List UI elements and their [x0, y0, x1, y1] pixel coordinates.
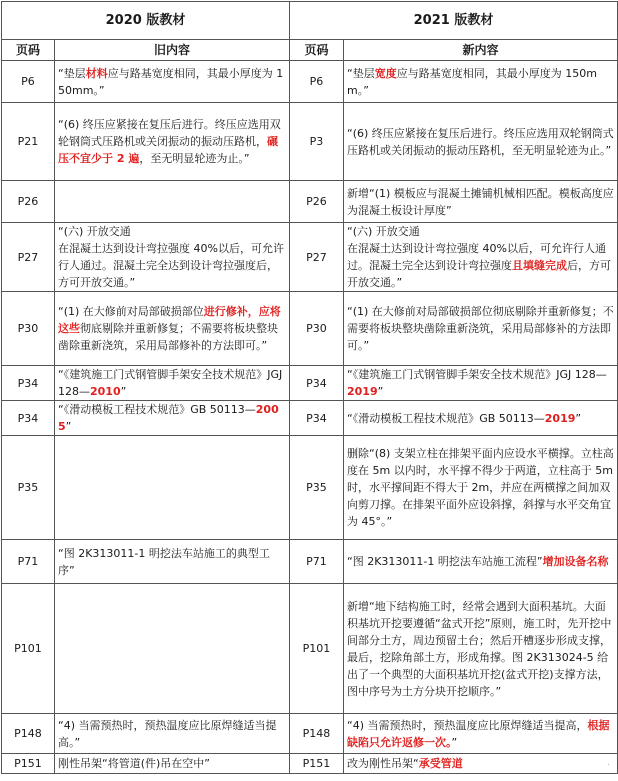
new-page-cell: P34 — [290, 366, 344, 401]
old-content-cell — [55, 584, 290, 714]
table-row — [2, 401, 618, 436]
old-content-cell — [55, 223, 290, 292]
new-content-cell — [344, 223, 618, 292]
new-content-cell — [344, 436, 618, 540]
highlighted-change: 增加设备名称 — [543, 555, 609, 568]
new-page-cell: P71 — [290, 540, 344, 584]
text-segment: “(六) 开放交通 — [347, 225, 420, 238]
old-content-cell — [55, 754, 290, 774]
new-page-cell: P35 — [290, 436, 344, 540]
old-page-cell: P26 — [2, 181, 55, 223]
highlighted-change: 2019 — [545, 412, 576, 425]
text-segment: 应与路基宽度相同，其最小厚度为 150mm。” — [347, 67, 597, 97]
text-segment: “(1) 在大修前对局部破损部位 — [58, 305, 204, 318]
old-page-header: 页码 — [2, 40, 55, 61]
text-segment: ” — [66, 420, 72, 433]
new-page-cell: P34 — [290, 401, 344, 436]
table-row — [2, 103, 618, 181]
text-segment: 删除“(8) 支架立柱在排架平面内应设水平横撑。立柱高度在 5m 以内时，水平撑不得少于两道，立柱高于 5m 时，水平撑间距不得大于 2m，并应在两横撑之间加双向剪刀撑。在排架平面外应设斜撑，斜撑与水平交角宜为 45°。” — [347, 447, 614, 528]
old-edition-title: 2020 版教材 — [2, 2, 290, 40]
table-row — [2, 292, 618, 366]
new-content-cell — [344, 103, 618, 181]
new-page-cell: P3 — [290, 103, 344, 181]
text-segment: 刚性吊架“将管道(件)吊在空中” — [58, 757, 210, 770]
highlighted-change: 2010 — [90, 385, 121, 398]
new-edition-title: 2021 版教材 — [290, 2, 618, 40]
old-content-cell — [55, 103, 290, 181]
text-segment: “图 2K313011-1 明挖法车站施工的典型工序” — [58, 547, 270, 577]
new-page-cell: P30 — [290, 292, 344, 366]
text-segment: “垫层 — [58, 67, 86, 80]
watermark: . — [607, 757, 610, 768]
new-content-cell — [344, 181, 618, 223]
new-page-header: 页码 — [290, 40, 344, 61]
new-content-cell — [344, 714, 618, 754]
table-row — [2, 714, 618, 754]
text-segment: “《滑动模板工程技术规范》GB 50113— — [347, 412, 545, 425]
text-segment: 应与路基宽度相同，其最小厚度为 150mm。” — [58, 67, 283, 97]
new-page-cell: P148 — [290, 714, 344, 754]
table-row — [2, 223, 618, 292]
text-segment: 彻底剔除并重新修复；不需要将板块整块凿除重新浇筑，采用局部修补的方法即可。” — [58, 322, 278, 352]
old-content-cell — [55, 366, 290, 401]
highlighted-change: 根据缺陷只允许返修一次。 — [347, 719, 609, 749]
old-page-cell: P35 — [2, 436, 55, 540]
new-content-cell — [344, 401, 618, 436]
table-row — [2, 436, 618, 540]
old-content-cell — [55, 61, 290, 103]
new-content-cell — [344, 754, 618, 774]
old-content-cell — [55, 401, 290, 436]
new-page-cell: P6 — [290, 61, 344, 103]
old-content-cell — [55, 714, 290, 754]
table-row — [2, 540, 618, 584]
new-page-cell: P27 — [290, 223, 344, 292]
new-content-cell — [344, 366, 618, 401]
new-content-header: 新内容 — [344, 40, 618, 61]
old-page-cell: P101 — [2, 584, 55, 714]
highlighted-change: 宽度 — [375, 67, 397, 80]
text-segment: 在混凝土达到设计弯拉强度 40%以后，可允许行人通过。混凝土完全达到设计弯拉强度 — [347, 242, 606, 272]
new-content-cell — [344, 540, 618, 584]
highlighted-change: 承受管道 — [419, 757, 463, 770]
text-segment: ” — [575, 412, 581, 425]
table-row — [2, 366, 618, 401]
text-segment: 新增“(1) 模板应与混凝土摊铺机械相匹配。模板高度应为混凝土板设计厚度” — [347, 187, 614, 217]
old-content-header: 旧内容 — [55, 40, 290, 61]
text-segment: “《建筑施工门式钢管脚手架安全技术规范》JGJ 128— — [58, 368, 282, 398]
old-page-cell: P30 — [2, 292, 55, 366]
highlighted-change: 2019 — [347, 385, 378, 398]
table-row — [2, 181, 618, 223]
new-content-cell — [344, 292, 618, 366]
text-segment: “(六) 开放交通 — [58, 225, 131, 238]
text-segment: ” — [452, 736, 458, 749]
text-segment: 在混凝土达到设计弯拉强度 40%以后，可允许行人通过。混凝土完全达到设计弯拉强度后，方可开放交通。” — [58, 242, 284, 289]
comparison-table — [1, 1, 618, 774]
text-segment: ” — [378, 385, 384, 398]
old-page-cell: P21 — [2, 103, 55, 181]
new-page-cell: P151 — [290, 754, 344, 774]
new-content-cell — [344, 61, 618, 103]
old-content-cell — [55, 181, 290, 223]
old-page-cell: P27 — [2, 223, 55, 292]
table-row — [2, 754, 618, 774]
text-segment: ，至无明显轮迹为止。” — [139, 152, 249, 165]
text-segment: “《滑动模板工程技术规范》GB 50113— — [58, 403, 256, 416]
new-page-cell: P26 — [290, 181, 344, 223]
text-segment: “垫层 — [347, 67, 375, 80]
text-segment: “4) 当需预热时，预热温度应比原焊缝适当提高， — [347, 719, 587, 732]
text-segment: ” — [121, 385, 127, 398]
text-segment: “(1) 在大修前对局部破损部位彻底剔除并重新修复；不需要将板块整块凿除重新浇筑，采用局部修补的方法即可。” — [347, 305, 614, 352]
highlighted-change: 碾压不宜少于 2 遍 — [58, 135, 278, 165]
new-content-cell — [344, 584, 618, 714]
old-page-cell: P148 — [2, 714, 55, 754]
text-segment: 新增“地下结构施工时，经常会遇到大面积基坑。大面积基坑开挖要遵循“盆式开挖”原则，施工时，先开挖中间部分土方，周边预留土台；然后开槽逐步形成支撑，最后，挖除角部土方，形成角撑。图 2K313024-5 给出了一个典型的大面积基坑开挖(盆式开挖)支撑方法，图中序号为土方分块开挖顺序。” — [347, 600, 611, 698]
table-row — [2, 584, 618, 714]
text-segment: “4) 当需预热时，预热温度应比原焊缝适当提高。” — [58, 719, 276, 749]
old-page-cell: P34 — [2, 366, 55, 401]
highlighted-change: 材料 — [86, 67, 108, 80]
text-segment: 后，方可开放交通。” — [347, 259, 611, 289]
old-content-cell — [55, 436, 290, 540]
old-page-cell: P71 — [2, 540, 55, 584]
text-segment: “(6) 终压应紧接在复压后进行。终压应选用双轮钢筒式压路机或关闭振动的振动压路机， — [58, 118, 281, 148]
old-page-cell: P34 — [2, 401, 55, 436]
old-content-cell — [55, 540, 290, 584]
old-page-cell: P6 — [2, 61, 55, 103]
old-page-cell: P151 — [2, 754, 55, 774]
table-row — [2, 61, 618, 103]
highlighted-change: 且填缝完成 — [512, 259, 567, 272]
text-segment: “(6) 终压应紧接在复压后进行。终压应选用双轮钢筒式压路机或关闭振动的振动压路机，至无明显轮迹为止。” — [347, 127, 614, 157]
highlighted-change: 进行修补，应将这些 — [58, 305, 281, 335]
text-segment: “图 2K313011-1 明挖法车站施工流程” — [347, 555, 543, 568]
old-content-cell — [55, 292, 290, 366]
highlighted-change: 2005 — [58, 403, 279, 433]
text-segment: “《建筑施工门式钢管脚手架安全技术规范》JGJ 128— — [347, 368, 607, 381]
new-page-cell: P101 — [290, 584, 344, 714]
text-segment: 改为刚性吊架“ — [347, 757, 419, 770]
